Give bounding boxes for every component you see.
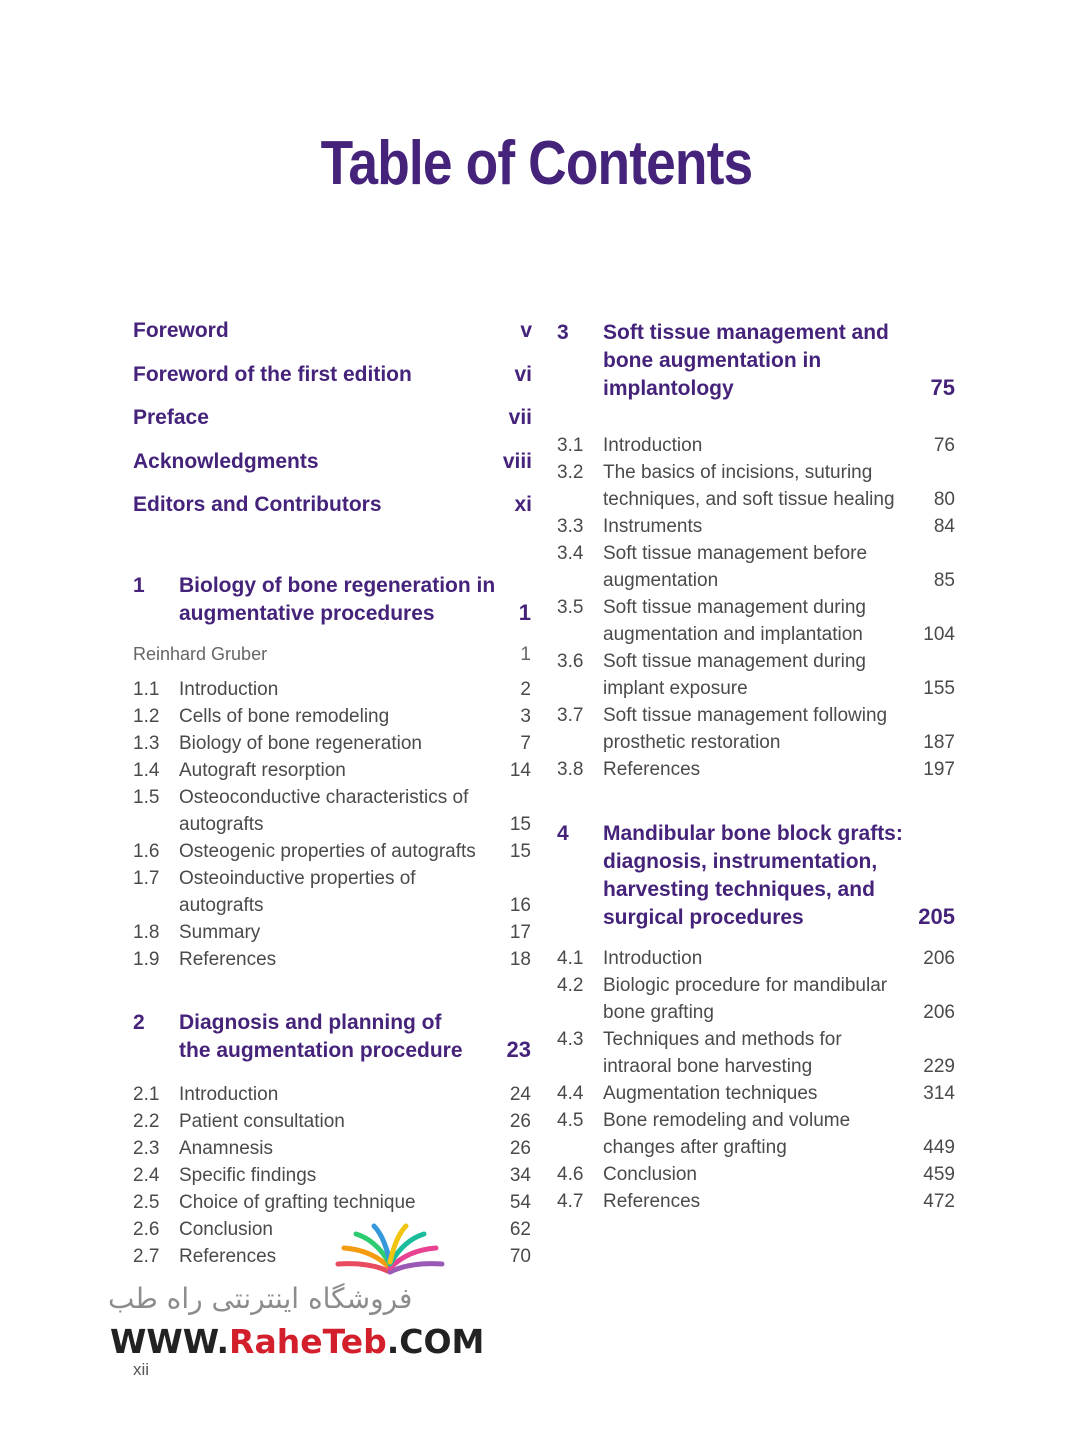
section-page: 14 bbox=[509, 760, 531, 781]
section-title-line: bone grafting bbox=[603, 1002, 714, 1023]
section-page: 80 bbox=[933, 489, 955, 510]
front-matter-title: Acknowledgments bbox=[133, 450, 319, 473]
section-number: 4.3 bbox=[557, 1029, 584, 1050]
section-page: 206 bbox=[923, 1002, 955, 1023]
section-title-line: Soft tissue management before bbox=[603, 543, 868, 564]
section-number: 2.3 bbox=[133, 1138, 160, 1159]
section-title-line: Autograft resorption bbox=[179, 760, 346, 781]
chapter-page: 205 bbox=[918, 904, 955, 929]
chapter-title-line: augmentative procedures bbox=[179, 602, 435, 625]
section-number: 3.1 bbox=[557, 435, 584, 456]
section-number: 4.6 bbox=[557, 1164, 584, 1185]
section-page: 314 bbox=[923, 1083, 955, 1104]
section-number: 1.4 bbox=[133, 760, 160, 781]
section-number: 2.6 bbox=[133, 1219, 160, 1240]
section-number: 3.4 bbox=[557, 543, 584, 564]
section-title-line: Summary bbox=[179, 922, 261, 943]
section-page: 76 bbox=[933, 435, 955, 456]
section-number: 2.1 bbox=[133, 1084, 160, 1105]
section-title-line: augmentation bbox=[603, 570, 719, 591]
front-matter-page: vii bbox=[508, 406, 532, 429]
section-page: 16 bbox=[509, 895, 531, 916]
chapter-title-line: Soft tissue management and bbox=[603, 321, 889, 344]
section-title-line: Instruments bbox=[603, 516, 703, 537]
front-matter-title: Editors and Contributors bbox=[133, 493, 382, 516]
section-page: 104 bbox=[923, 624, 955, 645]
section-number: 4.1 bbox=[557, 948, 584, 969]
section-title-line: References bbox=[603, 1191, 701, 1212]
section-number: 1.2 bbox=[133, 706, 160, 727]
section-number: 3.8 bbox=[557, 759, 584, 780]
chapter-number: 2 bbox=[133, 1011, 145, 1034]
section-page: 70 bbox=[509, 1246, 531, 1267]
section-title-line: intraoral bone harvesting bbox=[603, 1056, 813, 1077]
section-title-line: Introduction bbox=[603, 948, 703, 969]
section-number: 1.8 bbox=[133, 922, 160, 943]
section-page: 85 bbox=[933, 570, 955, 591]
chapter-number: 1 bbox=[133, 574, 145, 597]
chapter-page: 75 bbox=[930, 375, 955, 400]
section-page: 187 bbox=[923, 732, 955, 753]
section-number: 3.3 bbox=[557, 516, 584, 537]
chapter-title-line: the augmentation procedure bbox=[179, 1039, 463, 1062]
watermark-url[interactable]: WWW.RaheTeb.COM bbox=[110, 1322, 485, 1361]
chapter-title-line: Diagnosis and planning of bbox=[179, 1011, 442, 1034]
section-title-line: Introduction bbox=[179, 679, 279, 700]
section-page: 206 bbox=[923, 948, 955, 969]
section-title-line: Osteogenic properties of autografts bbox=[179, 841, 476, 862]
section-number: 4.2 bbox=[557, 975, 584, 996]
section-title-line: autografts bbox=[179, 814, 264, 835]
section-title-line: implant exposure bbox=[603, 678, 748, 699]
section-number: 1.3 bbox=[133, 733, 160, 754]
section-title-line: autografts bbox=[179, 895, 264, 916]
section-title-line: Introduction bbox=[179, 1084, 279, 1105]
book-logo-icon bbox=[330, 1222, 450, 1282]
section-title-line: Soft tissue management following bbox=[603, 705, 888, 726]
section-title-line: Cells of bone remodeling bbox=[179, 706, 390, 727]
section-page: 15 bbox=[509, 841, 531, 862]
section-number: 2.4 bbox=[133, 1165, 160, 1186]
section-number: 3.7 bbox=[557, 705, 584, 726]
front-matter-page: viii bbox=[502, 450, 532, 473]
section-title-line: Soft tissue management during bbox=[603, 651, 866, 672]
section-title-line: Osteoconductive characteristics of bbox=[179, 787, 469, 808]
section-page: 449 bbox=[923, 1137, 955, 1158]
section-title-line: Patient consultation bbox=[179, 1111, 345, 1132]
section-page: 62 bbox=[509, 1219, 531, 1240]
front-matter-title: Foreword of the first edition bbox=[133, 363, 412, 386]
section-title-line: Anamnesis bbox=[179, 1138, 273, 1159]
section-page: 24 bbox=[509, 1084, 531, 1105]
section-number: 3.2 bbox=[557, 462, 584, 483]
section-page: 84 bbox=[933, 516, 955, 537]
section-page: 26 bbox=[509, 1138, 531, 1159]
section-title-line: The basics of incisions, suturing bbox=[603, 462, 873, 483]
section-number: 1.1 bbox=[133, 679, 160, 700]
section-number: 2.5 bbox=[133, 1192, 160, 1213]
chapter-title-line: bone augmentation in bbox=[603, 349, 822, 372]
section-title-line: Conclusion bbox=[603, 1164, 697, 1185]
section-number: 1.6 bbox=[133, 841, 160, 862]
section-number: 2.7 bbox=[133, 1246, 160, 1267]
section-number: 1.5 bbox=[133, 787, 160, 808]
section-title-line: Osteoinductive properties of bbox=[179, 868, 416, 889]
page-title: Table of Contents bbox=[320, 129, 753, 198]
section-number: 3.5 bbox=[557, 597, 584, 618]
section-page: 26 bbox=[509, 1111, 531, 1132]
section-page: 197 bbox=[923, 759, 955, 780]
section-number: 3.6 bbox=[557, 651, 584, 672]
section-number: 4.7 bbox=[557, 1191, 584, 1212]
watermark-persian-text: فروشگاه اینترنتی راه طب bbox=[108, 1282, 413, 1315]
chapter-author: Reinhard Gruber bbox=[133, 644, 268, 664]
section-title-line: Conclusion bbox=[179, 1219, 273, 1240]
section-page: 18 bbox=[509, 949, 531, 970]
chapter-title-line: Biology of bone regeneration in bbox=[179, 574, 496, 597]
section-page: 155 bbox=[923, 678, 955, 699]
chapter-title-line: surgical procedures bbox=[603, 906, 804, 929]
chapter-author-page: 1 bbox=[520, 644, 531, 665]
section-title-line: Introduction bbox=[603, 435, 703, 456]
section-page: 472 bbox=[923, 1191, 955, 1212]
section-page: 229 bbox=[923, 1056, 955, 1077]
section-title-line: Specific findings bbox=[179, 1165, 317, 1186]
chapter-title-line: implantology bbox=[603, 377, 734, 400]
section-title-line: References bbox=[179, 949, 277, 970]
section-page: 17 bbox=[509, 922, 531, 943]
front-matter-page: vi bbox=[514, 363, 532, 386]
section-title-line: References bbox=[603, 759, 701, 780]
chapter-page: 23 bbox=[506, 1037, 531, 1062]
section-page: 7 bbox=[520, 733, 531, 754]
section-title-line: Choice of grafting technique bbox=[179, 1192, 416, 1213]
section-title-line: Techniques and methods for bbox=[603, 1029, 842, 1050]
page-number: xii bbox=[133, 1360, 150, 1379]
section-page: 3 bbox=[520, 706, 531, 727]
section-title-line: Soft tissue management during bbox=[603, 597, 866, 618]
chapter-page: 1 bbox=[518, 600, 531, 625]
section-page: 54 bbox=[509, 1192, 531, 1213]
section-page: 15 bbox=[509, 814, 531, 835]
section-title-line: Bone remodeling and volume bbox=[603, 1110, 851, 1131]
section-title-line: Augmentation techniques bbox=[603, 1083, 818, 1104]
section-title-line: techniques, and soft tissue healing bbox=[603, 489, 895, 510]
front-matter-page: v bbox=[520, 319, 532, 342]
section-title-line: augmentation and implantation bbox=[603, 624, 863, 645]
section-number: 1.7 bbox=[133, 868, 160, 889]
section-page: 34 bbox=[509, 1165, 531, 1186]
section-number: 1.9 bbox=[133, 949, 160, 970]
section-title-line: Biologic procedure for mandibular bbox=[603, 975, 888, 996]
front-matter-title: Preface bbox=[133, 406, 209, 429]
chapter-title-line: harvesting techniques, and bbox=[603, 878, 875, 901]
section-page: 459 bbox=[923, 1164, 955, 1185]
section-number: 4.5 bbox=[557, 1110, 584, 1131]
section-number: 2.2 bbox=[133, 1111, 160, 1132]
section-title-line: prosthetic restoration bbox=[603, 732, 781, 753]
chapter-number: 3 bbox=[557, 321, 569, 344]
section-page: 2 bbox=[520, 679, 531, 700]
section-title-line: changes after grafting bbox=[603, 1137, 787, 1158]
chapter-title-line: Mandibular bone block grafts: bbox=[603, 822, 903, 845]
chapter-number: 4 bbox=[557, 822, 569, 845]
front-matter-title: Foreword bbox=[133, 319, 229, 342]
section-number: 4.4 bbox=[557, 1083, 584, 1104]
chapter-title-line: diagnosis, instrumentation, bbox=[603, 850, 878, 873]
front-matter-page: xi bbox=[514, 493, 532, 516]
section-title-line: References bbox=[179, 1246, 277, 1267]
section-title-line: Biology of bone regeneration bbox=[179, 733, 422, 754]
